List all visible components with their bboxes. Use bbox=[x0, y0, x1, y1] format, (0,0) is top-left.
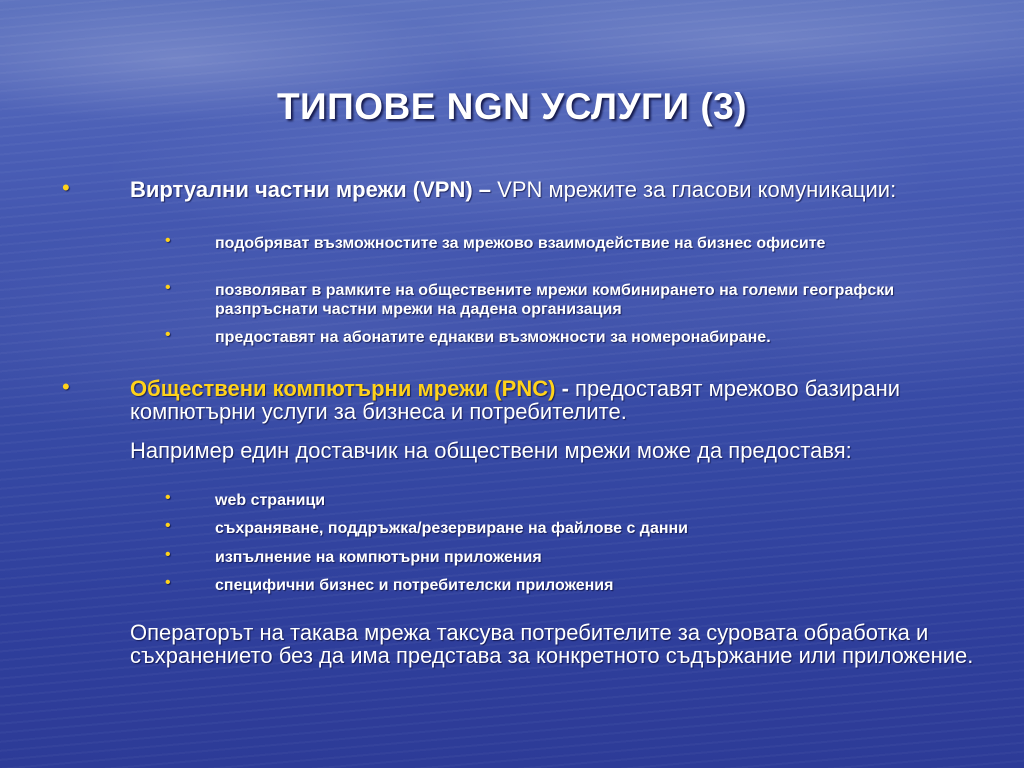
pnc-heading: Обществени компютърни мрежи (PNC) bbox=[130, 376, 556, 401]
bullet-vpn: • bbox=[62, 175, 70, 200]
sub-bullet: • bbox=[165, 489, 171, 506]
bullet-pnc: • bbox=[62, 374, 70, 399]
closing-paragraph: Операторът на такава мрежа таксува потребителите за суровата обработка и съхранението без да има представа за конкретното съдържание или приложение. bbox=[130, 620, 974, 668]
vpn-item-3: предоставят на абонатите еднакви възможности за номеронабиране. bbox=[215, 329, 771, 346]
vpn-item-1: подобряват възможностите за мрежово взаимодействие на бизнес офисите bbox=[215, 235, 826, 252]
sub-bullet: • bbox=[165, 574, 171, 591]
pnc-paragraph bbox=[130, 377, 980, 423]
vpn-text: VPN мрежите за гласови комуникации: bbox=[491, 177, 897, 202]
pnc-item-3: изпълнение на компютърни приложения bbox=[215, 549, 542, 566]
slide-title: ТИПОВЕ NGN УСЛУГИ (3) bbox=[276, 86, 748, 127]
pnc-example: Например един доставчик на обществени мрежи може да предоставя: bbox=[130, 438, 852, 463]
pnc-item-2: съхраняване, поддръжка/резервиране на файлове с данни bbox=[215, 520, 689, 537]
pnc-dash: - bbox=[555, 376, 569, 401]
pnc-item-4: специфични бизнес и потребителски приложения bbox=[215, 577, 614, 594]
vpn-paragraph bbox=[130, 178, 980, 201]
vpn-heading: Виртуални частни мрежи (VPN) – bbox=[130, 177, 492, 202]
sub-bullet: • bbox=[165, 232, 171, 249]
sub-bullet: • bbox=[165, 517, 171, 534]
vpn-item-2: позволяват в рамките на обществените мрежи комбинирането на големи географски разпръснати частни мрежи на дадена организация bbox=[215, 282, 895, 318]
pnc-text: предоставят мрежово базирани компютърни услуги за бизнеса и потребителите. bbox=[130, 376, 901, 424]
sub-bullet: • bbox=[165, 326, 171, 343]
sub-bullet: • bbox=[165, 546, 171, 563]
pnc-item-1: web страници bbox=[215, 492, 326, 509]
sub-bullet: • bbox=[165, 279, 171, 296]
